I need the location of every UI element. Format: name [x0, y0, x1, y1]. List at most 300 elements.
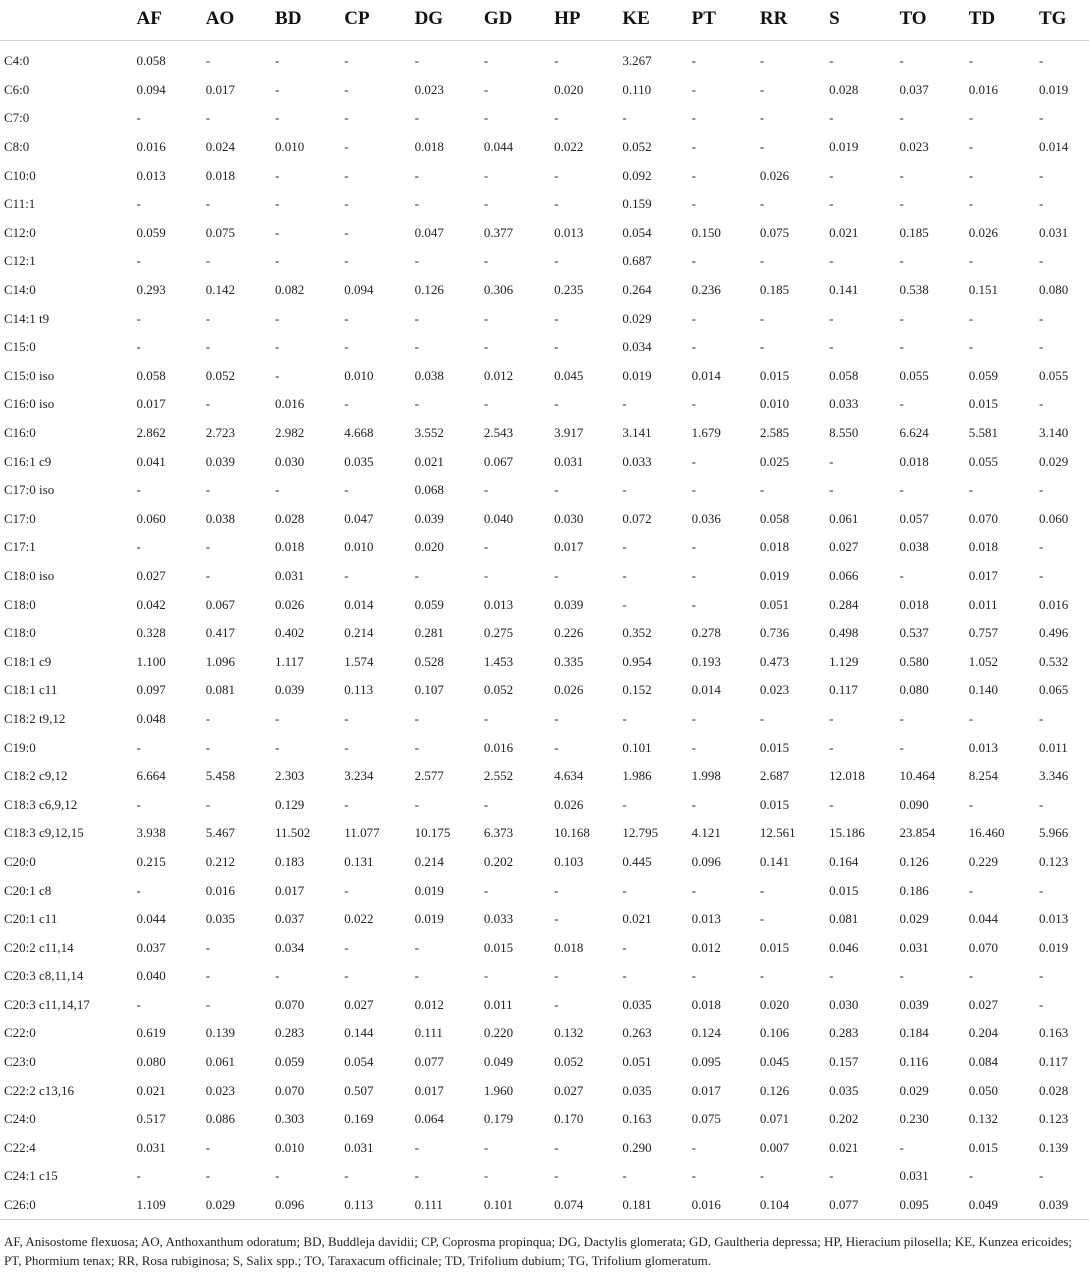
table-cell: 12.561	[759, 825, 796, 841]
table-cell: 0.019	[414, 882, 444, 898]
row-label: C11:1	[4, 196, 36, 212]
table-cell: -	[414, 939, 419, 955]
table-cell: 10.175	[414, 825, 451, 841]
table-cell: 0.281	[414, 625, 444, 641]
table-cell: 0.283	[829, 1025, 859, 1041]
table-cell: -	[414, 196, 419, 212]
table-cell: 3.938	[136, 825, 166, 841]
table-cell: 0.018	[899, 453, 929, 469]
table-cell: 0.139	[1038, 1139, 1069, 1155]
table-cell: -	[829, 1168, 834, 1184]
row-label: C20:0	[4, 853, 36, 869]
row-label: C26:0	[4, 1197, 36, 1213]
table-cell: 0.263	[622, 1025, 652, 1041]
table-row	[0, 1048, 1089, 1077]
table-cell: 0.075	[205, 224, 236, 240]
table-cell: -	[483, 567, 489, 583]
table-cell: -	[344, 710, 349, 726]
table-cell: -	[205, 339, 211, 355]
table-row	[0, 333, 1089, 362]
table-cell: -	[554, 482, 559, 498]
table-cell: 0.013	[554, 224, 584, 240]
table-cell: 0.052	[622, 139, 652, 155]
table-cell: 0.202	[483, 853, 514, 869]
table-cell: -	[622, 710, 627, 726]
table-cell: 0.027	[829, 539, 859, 555]
table-cell: 0.113	[344, 682, 374, 698]
table-cell: 0.054	[622, 224, 652, 240]
column-header-s: S	[829, 8, 840, 29]
table-cell: 2.862	[136, 425, 166, 441]
table-cell: -	[899, 396, 904, 412]
table-cell: 2.577	[414, 768, 444, 784]
table-cell: 0.141	[829, 282, 859, 298]
table-cell: -	[414, 1168, 419, 1184]
table-cell: -	[205, 796, 211, 812]
table-cell: 2.723	[205, 425, 236, 441]
table-cell: 0.060	[1038, 510, 1069, 526]
table-cell: -	[344, 1168, 349, 1184]
table-cell: 0.026	[759, 167, 790, 183]
table-cell: -	[136, 310, 141, 326]
table-cell: 0.068	[414, 482, 444, 498]
table-cell: -	[829, 339, 834, 355]
table-cell: -	[691, 167, 696, 183]
table-cell: -	[899, 53, 904, 69]
table-cell: -	[622, 1168, 627, 1184]
table-cell: 0.095	[899, 1197, 929, 1213]
table-cell: -	[759, 968, 765, 984]
table-cell: 0.498	[829, 625, 859, 641]
table-cell: -	[554, 911, 559, 927]
table-cell: 0.036	[691, 510, 721, 526]
table-cell: 0.229	[968, 853, 998, 869]
table-cell: 0.152	[622, 682, 652, 698]
table-cell: 3.267	[622, 53, 652, 69]
table-row	[0, 276, 1089, 305]
row-label: C18:1 c9	[4, 653, 52, 669]
table-cell: -	[968, 167, 974, 183]
table-cell: -	[759, 53, 765, 69]
table-cell: 0.044	[136, 911, 166, 927]
table-cell: 0.132	[968, 1111, 998, 1127]
table-cell: 0.040	[136, 968, 166, 984]
table-cell: 0.117	[1038, 1054, 1068, 1070]
table-cell: -	[691, 882, 696, 898]
table-cell: 0.017	[414, 1082, 444, 1098]
table-cell: -	[1038, 710, 1044, 726]
table-cell: 0.220	[483, 1025, 514, 1041]
table-cell: -	[205, 539, 211, 555]
table-cell: -	[622, 482, 627, 498]
table-cell: 0.024	[205, 139, 236, 155]
table-cell: 0.021	[414, 453, 444, 469]
table-cell: 0.080	[136, 1054, 166, 1070]
table-row	[0, 762, 1089, 791]
table-cell: 0.033	[829, 396, 859, 412]
table-cell: -	[691, 396, 696, 412]
table-cell: 0.019	[759, 567, 790, 583]
row-label: C6:0	[4, 81, 30, 97]
table-cell: 0.019	[414, 911, 444, 927]
table-cell: 0.016	[968, 81, 998, 97]
table-cell: -	[691, 139, 696, 155]
table-cell: 3.234	[344, 768, 374, 784]
table-cell: 0.029	[899, 911, 929, 927]
table-cell: 0.013	[483, 596, 514, 612]
column-header-rr: RR	[759, 8, 788, 29]
column-header-dg: DG	[414, 8, 444, 29]
table-cell: 0.017	[136, 396, 166, 412]
table-cell: 0.027	[968, 996, 998, 1012]
table-cell: -	[829, 53, 834, 69]
table-cell: 0.018	[275, 539, 305, 555]
row-label: C19:0	[4, 739, 36, 755]
table-cell: -	[829, 310, 834, 326]
table-cell: 0.186	[899, 882, 929, 898]
table-cell: -	[829, 796, 834, 812]
table-cell: -	[136, 196, 141, 212]
table-cell: 0.110	[622, 81, 652, 97]
table-cell: -	[1038, 167, 1044, 183]
table-cell: 0.117	[829, 682, 858, 698]
table-cell: 0.052	[205, 367, 236, 383]
table-cell: -	[554, 996, 559, 1012]
table-cell: 0.015	[968, 396, 998, 412]
table-row	[0, 676, 1089, 705]
table-cell: -	[759, 710, 765, 726]
table-row	[0, 962, 1089, 991]
table-cell: -	[691, 567, 696, 583]
table-cell: 0.011	[1038, 739, 1068, 755]
table-cell: 0.284	[829, 596, 859, 612]
table-cell: 0.016	[275, 396, 305, 412]
table-cell: 3.140	[1038, 425, 1069, 441]
row-label: C22:4	[4, 1139, 36, 1155]
table-cell: 0.014	[691, 682, 721, 698]
table-cell: 0.044	[968, 911, 998, 927]
table-cell: 0.031	[344, 1139, 374, 1155]
row-label: C17:0 iso	[4, 482, 55, 498]
table-cell: 0.029	[205, 1197, 236, 1213]
table-cell: -	[899, 167, 904, 183]
table-cell: 0.106	[759, 1025, 790, 1041]
table-cell: 0.017	[205, 81, 236, 97]
row-label: C18:2 t9,12	[4, 710, 66, 726]
table-cell: 0.033	[483, 911, 514, 927]
table-cell: -	[136, 1168, 141, 1184]
table-row	[0, 390, 1089, 419]
table-cell: -	[622, 396, 627, 412]
table-cell: -	[622, 567, 627, 583]
table-cell: 4.121	[691, 825, 721, 841]
table-cell: -	[205, 1139, 211, 1155]
table-cell: 0.124	[691, 1025, 721, 1041]
table-cell: 11.502	[275, 825, 311, 841]
row-label: C24:0	[4, 1111, 36, 1127]
table-row	[0, 590, 1089, 619]
table-cell: -	[1038, 110, 1044, 126]
table-cell: 6.664	[136, 768, 166, 784]
table-cell: -	[1038, 1168, 1044, 1184]
table-cell: 0.352	[622, 625, 652, 641]
table-cell: -	[414, 710, 419, 726]
table-cell: 0.017	[968, 567, 998, 583]
table-cell: -	[344, 796, 349, 812]
column-header-td: TD	[968, 8, 996, 29]
table-cell: 0.123	[1038, 1111, 1069, 1127]
table-row	[0, 304, 1089, 333]
table-cell: -	[275, 110, 280, 126]
table-cell: -	[414, 968, 419, 984]
table-cell: 0.377	[483, 224, 514, 240]
table-cell: 0.037	[136, 939, 166, 955]
table-cell: 0.170	[554, 1111, 584, 1127]
table-cell: -	[968, 339, 974, 355]
table-cell: -	[968, 882, 974, 898]
table-cell: 2.552	[483, 768, 514, 784]
table-cell: -	[136, 796, 141, 812]
table-cell: 0.113	[344, 1197, 374, 1213]
table-cell: -	[899, 253, 904, 269]
table-cell: -	[622, 539, 627, 555]
table-cell: -	[759, 81, 765, 97]
table-cell: 1.117	[275, 653, 304, 669]
table-cell: 0.018	[899, 596, 929, 612]
table-cell: -	[759, 310, 765, 326]
table-cell: -	[829, 453, 834, 469]
table-cell: 0.020	[414, 539, 444, 555]
table-cell: 0.070	[275, 996, 305, 1012]
table-cell: 0.049	[968, 1197, 998, 1213]
table-cell: 2.585	[759, 425, 790, 441]
table-cell: 23.854	[899, 825, 936, 841]
table-cell: -	[899, 739, 904, 755]
table-cell: -	[414, 796, 419, 812]
table-cell: -	[554, 1139, 559, 1155]
table-cell: -	[968, 710, 974, 726]
row-label: C16:1 c9	[4, 453, 52, 469]
table-cell: 0.496	[1038, 625, 1069, 641]
table-cell: 0.052	[483, 682, 514, 698]
table-cell: 0.039	[414, 510, 444, 526]
table-cell: -	[691, 539, 696, 555]
table-cell: -	[205, 396, 211, 412]
table-cell: -	[622, 939, 627, 955]
table-cell: -	[205, 968, 211, 984]
table-cell: 0.101	[483, 1197, 514, 1213]
table-cell: -	[899, 482, 904, 498]
table-cell: -	[205, 53, 211, 69]
table-cell: -	[483, 110, 489, 126]
row-label: C20:1 c8	[4, 882, 52, 898]
table-cell: 0.030	[275, 453, 305, 469]
table-cell: 3.346	[1038, 768, 1069, 784]
table-cell: 0.235	[554, 282, 584, 298]
table-cell: 0.417	[205, 625, 236, 641]
row-label: C14:0	[4, 282, 36, 298]
table-row	[0, 362, 1089, 391]
table-cell: -	[205, 196, 211, 212]
table-cell: -	[344, 167, 349, 183]
row-label: C20:1 c11	[4, 911, 58, 927]
table-cell: -	[554, 110, 559, 126]
table-cell: 0.046	[829, 939, 859, 955]
table-cell: -	[344, 196, 349, 212]
table-cell: -	[554, 1168, 559, 1184]
table-cell: 0.038	[899, 539, 929, 555]
table-cell: 0.094	[344, 282, 374, 298]
table-row	[0, 647, 1089, 676]
table-cell: 0.538	[899, 282, 929, 298]
table-cell: -	[759, 196, 765, 212]
row-label: C18:0	[4, 596, 36, 612]
table-cell: 0.306	[483, 282, 514, 298]
table-cell: -	[275, 81, 280, 97]
table-cell: -	[483, 196, 489, 212]
table-cell: -	[759, 882, 765, 898]
row-label: C8:0	[4, 139, 30, 155]
table-cell: -	[414, 739, 419, 755]
table-cell: 10.464	[899, 768, 936, 784]
table-cell: 0.010	[344, 539, 374, 555]
table-row	[0, 819, 1089, 848]
table-cell: -	[414, 167, 419, 183]
table-row	[0, 991, 1089, 1020]
row-label: C17:0	[4, 510, 36, 526]
table-cell: 0.052	[554, 1054, 584, 1070]
table-cell: 0.016	[483, 739, 514, 755]
table-cell: 0.014	[344, 596, 374, 612]
table-cell: -	[968, 139, 974, 155]
header-cell-empty	[0, 0, 137, 41]
table-cell: 0.402	[275, 625, 305, 641]
table-cell: -	[205, 739, 211, 755]
table-cell: 0.077	[829, 1197, 859, 1213]
table-cell: -	[691, 310, 696, 326]
table-cell: 0.095	[691, 1054, 721, 1070]
table-cell: 0.193	[691, 653, 721, 669]
row-label: C14:1 t9	[4, 310, 50, 326]
table-cell: 0.185	[759, 282, 790, 298]
table-cell: 1.096	[205, 653, 236, 669]
table-row	[0, 419, 1089, 448]
table-cell: 0.051	[622, 1054, 652, 1070]
table-cell: 3.917	[554, 425, 584, 441]
table-cell: 1.129	[829, 653, 859, 669]
table-cell: -	[691, 110, 696, 126]
table-cell: -	[829, 482, 834, 498]
table-cell: 0.048	[136, 710, 166, 726]
table-cell: 0.029	[622, 310, 652, 326]
table-cell: 8.254	[968, 768, 998, 784]
table-cell: -	[414, 1139, 419, 1155]
table-cell: -	[483, 81, 489, 97]
table-cell: 15.186	[829, 825, 865, 841]
table-cell: 0.028	[829, 81, 859, 97]
table-cell: -	[205, 253, 211, 269]
table-cell: -	[554, 739, 559, 755]
table-cell: -	[622, 796, 627, 812]
row-label: C18:0 iso	[4, 567, 55, 583]
table-cell: -	[759, 482, 765, 498]
table-row	[0, 505, 1089, 534]
table-cell: 16.460	[968, 825, 1005, 841]
table-cell: 0.051	[759, 596, 790, 612]
table-row	[0, 705, 1089, 734]
table-cell: 0.059	[136, 224, 166, 240]
table-cell: 0.202	[829, 1111, 859, 1127]
table-cell: -	[275, 367, 280, 383]
table-cell: -	[275, 710, 280, 726]
table-cell: -	[275, 167, 280, 183]
column-header-tg: TG	[1038, 8, 1067, 29]
table-cell: 0.757	[968, 625, 998, 641]
table-cell: 0.059	[414, 596, 444, 612]
table-row	[0, 876, 1089, 905]
table-cell: -	[483, 968, 489, 984]
table-cell: 0.184	[899, 1025, 929, 1041]
table-cell: 0.015	[968, 1139, 998, 1155]
table-row	[0, 1076, 1089, 1105]
table-cell: 0.034	[622, 339, 652, 355]
table-cell: -	[275, 339, 280, 355]
table-cell: -	[968, 796, 974, 812]
table-cell: 0.016	[1038, 596, 1069, 612]
table-cell: 0.126	[414, 282, 444, 298]
table-cell: -	[344, 968, 349, 984]
table-cell: 0.049	[483, 1054, 514, 1070]
table-cell: -	[691, 796, 696, 812]
row-label: C17:1	[4, 539, 36, 555]
table-cell: 0.010	[275, 139, 305, 155]
table-cell: 0.015	[829, 882, 859, 898]
table-cell: 0.157	[829, 1054, 859, 1070]
table-cell: 0.074	[554, 1197, 584, 1213]
column-header-pt: PT	[691, 8, 716, 29]
table-cell: -	[1038, 396, 1044, 412]
table-cell: 0.021	[622, 911, 652, 927]
table-cell: 0.011	[483, 996, 513, 1012]
table-cell: 0.142	[205, 282, 236, 298]
table-cell: -	[344, 339, 349, 355]
table-cell: 0.033	[622, 453, 652, 469]
row-label: C24:1 c15	[4, 1168, 58, 1184]
table-cell: -	[483, 1139, 489, 1155]
table-cell: 0.283	[275, 1025, 305, 1041]
table-cell: 0.031	[1038, 224, 1069, 240]
table-cell: 0.026	[554, 682, 584, 698]
row-label: C18:0	[4, 625, 36, 641]
table-row	[0, 247, 1089, 276]
table-row	[0, 104, 1089, 133]
table-cell: 0.035	[829, 1082, 859, 1098]
table-cell: -	[344, 81, 349, 97]
table-cell: 0.040	[483, 510, 514, 526]
table-cell: 2.543	[483, 425, 514, 441]
table-cell: 0.150	[691, 224, 721, 240]
table-cell: -	[1038, 196, 1044, 212]
table-cell: -	[414, 253, 419, 269]
table-cell: 0.028	[1038, 1082, 1069, 1098]
column-header-to: TO	[899, 8, 927, 29]
table-cell: 0.037	[899, 81, 929, 97]
table-cell: 0.013	[691, 911, 721, 927]
table-cell: 0.293	[136, 282, 166, 298]
table-cell: -	[136, 110, 141, 126]
table-cell: 0.018	[554, 939, 584, 955]
table-cell: 0.035	[622, 996, 652, 1012]
